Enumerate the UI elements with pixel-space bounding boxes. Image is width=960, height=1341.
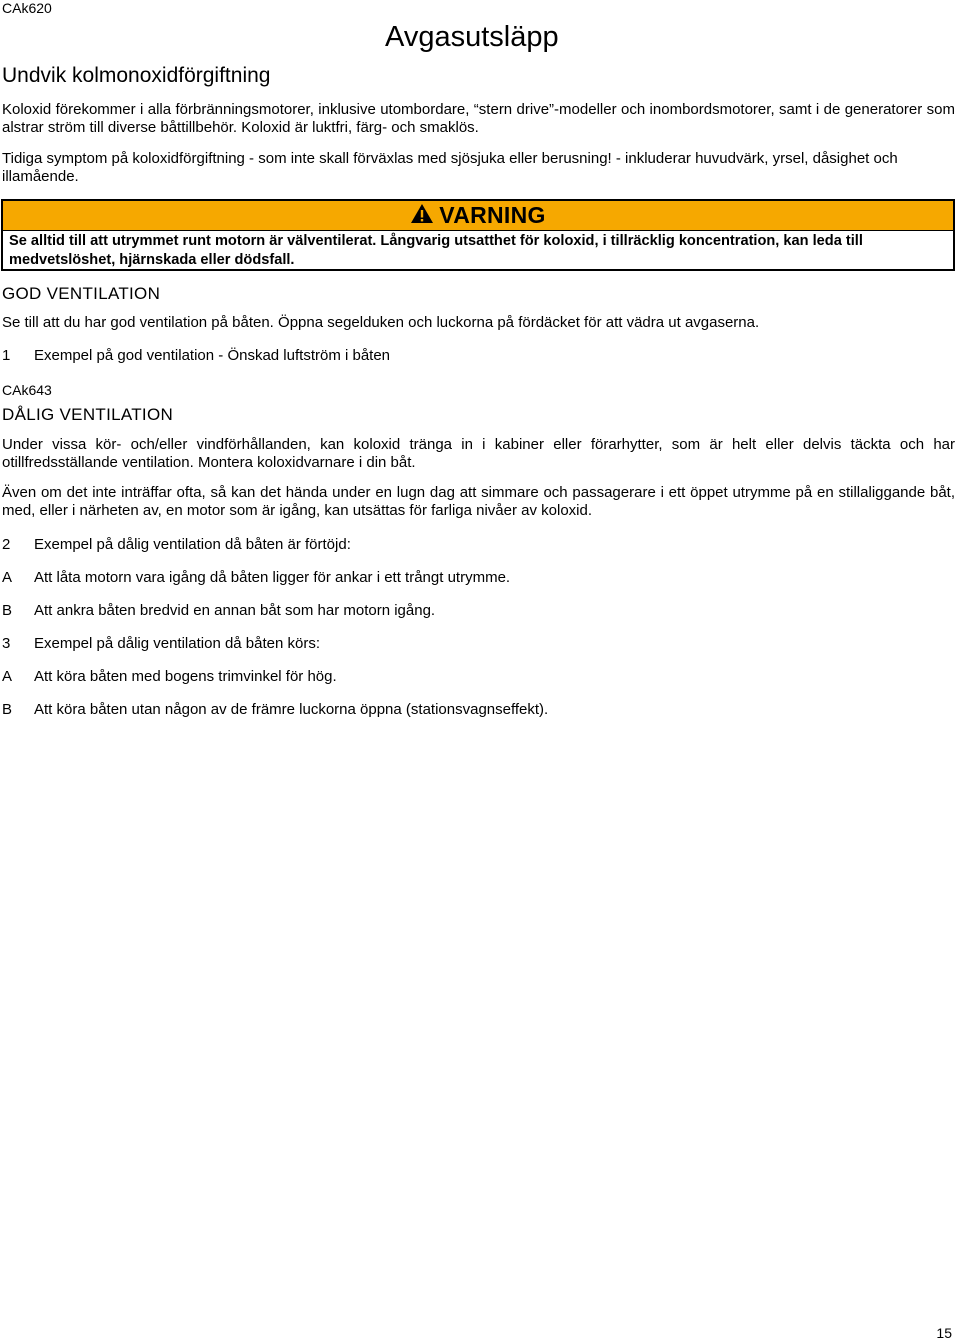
page-number: 15: [936, 1325, 952, 1341]
list-item-marker: 3: [2, 635, 11, 652]
list-item-text: Exempel på dålig ventilation då båten körs:: [34, 635, 321, 652]
symptoms-paragraph: Tidiga symptom på koloxidförgiftning - som inte skall förväxlas med sjösjuka eller berusning! - inkluderar huvudvärk, yrsel, dåsighet och illamående.: [2, 150, 898, 185]
document-code-top: CAk620: [2, 0, 52, 16]
warning-header: [3, 201, 953, 231]
bad-ventilation-heading: DÅLIG VENTILATION: [2, 405, 174, 424]
list-item: [2, 536, 351, 553]
list-item: [2, 569, 510, 586]
list-item-text: Att köra båten utan någon av de främre luckorna öppna (stationsvagnseffekt).: [34, 701, 549, 718]
good-ventilation-text: Se till att du har god ventilation på båten. Öppna segelduken och luckorna på fördäcket för att vädra ut avgaserna.: [2, 314, 760, 331]
bad-ventilation-paragraph-2: Även om det inte inträffar ofta, så kan det hända under en lugn dag att simmare och passagerare i ett öppet utrymme på en stillaliggande båt, med, eller i närheten av, en motor som är igång, kan utsättas för farliga nivåer av koloxid.: [2, 484, 955, 519]
list-item-text: Att låta motorn vara igång då båten ligger för ankar i ett trångt utrymme.: [34, 569, 511, 586]
warning-triangle-icon: [410, 203, 434, 229]
figure-caption-text: Exempel på god ventilation - Önskad luftström i båten: [34, 347, 391, 364]
list-item-text: Exempel på dålig ventilation då båten är förtöjd:: [34, 536, 351, 553]
good-ventilation-heading: GOD VENTILATION: [2, 284, 161, 303]
list-item-marker: A: [2, 668, 13, 685]
warning-text: Se alltid till att utrymmet runt motorn är välventilerat. Långvarig utsatthet för koloxid, i tillräcklig koncentration, kan leda till medvetslöshet, hjärnskada eller dödsfall.: [9, 233, 863, 268]
list-item-text: Att köra båten med bogens trimvinkel för hög.: [34, 668, 337, 685]
list-item-marker: B: [2, 602, 13, 619]
bad-ventilation-paragraph-1: Under vissa kör- och/eller vindförhållanden, kan koloxid tränga in i kabiner eller förarhytter, som är helt eller delvis täckta och har otillfredsställande ventilation. Montera koloxidvarnare i din båt.: [2, 436, 955, 471]
section-heading: Undvik kolmonoxidförgiftning: [2, 64, 271, 87]
list-item-marker: B: [2, 701, 13, 718]
warning-title: VARNING: [439, 202, 546, 228]
page-title: Avgasutsläpp: [385, 21, 559, 53]
warning-box: [1, 199, 955, 271]
list-item-marker: 2: [2, 536, 11, 553]
intro-paragraph: Koloxid förekommer i alla förbränningsmotorer, inklusive utombordare, “stern drive”-modeller och inombordsmotorer, samt i de generatorer som alstrar ström till diverse båttillbehör. Koloxid är luktfri, färg- och smaklös.: [2, 101, 955, 136]
list-item: [2, 635, 320, 652]
figure-caption-1: [2, 347, 390, 364]
list-item: [2, 602, 435, 619]
list-item-marker: A: [2, 569, 13, 586]
list-item: [2, 701, 548, 718]
list-item: [2, 668, 337, 685]
figure-number: 1: [2, 347, 11, 364]
document-code-mid: CAk643: [2, 382, 52, 398]
list-item-text: Att ankra båten bredvid en annan båt som har motorn igång.: [34, 602, 436, 619]
